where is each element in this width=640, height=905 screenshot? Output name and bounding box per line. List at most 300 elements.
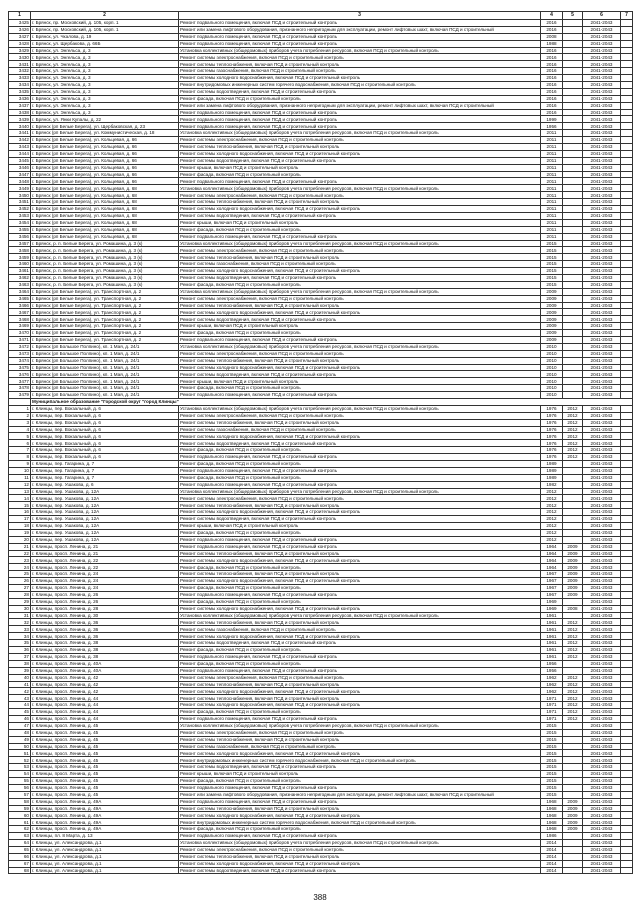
year-cell: 1976 xyxy=(541,426,563,433)
table-row xyxy=(9,647,633,654)
year-cell: 2011 xyxy=(541,144,563,151)
table-row xyxy=(9,268,633,275)
period-cell: 2041-2043 xyxy=(583,378,621,385)
year-overhaul-cell xyxy=(563,75,583,82)
work-type-cell: Ремонт фасада, включая ПСД и строительный контроль xyxy=(179,95,541,102)
table-row xyxy=(9,350,633,357)
period-cell: 2041-2043 xyxy=(583,805,621,812)
note-cell xyxy=(621,150,633,157)
work-type-cell: Ремонт системы холодного водоснабжения, включая ПСД и строительный контроль xyxy=(179,268,541,275)
period-cell: 2041-2043 xyxy=(583,385,621,392)
period-cell: 2041-2043 xyxy=(583,247,621,254)
note-cell xyxy=(621,860,633,867)
row-number: 51 xyxy=(9,750,31,757)
table-row xyxy=(9,819,633,826)
work-type-cell: Ремонт подвального помещения, включая ПСД и строительный контроль xyxy=(179,123,541,130)
address-cell: г. Брянск (рп Белые Берега), ул. Транспортная, д. 2 xyxy=(31,316,179,323)
year-cell: 2011 xyxy=(541,157,563,164)
table-row xyxy=(9,826,633,833)
address-cell: г. Клинцы, просп. Ленина, д. 28 xyxy=(31,605,179,612)
year-cell: 1964 xyxy=(541,550,563,557)
year-overhaul-cell xyxy=(563,502,583,509)
work-type-cell: Ремонт фасада, включая ПСД и строительный контроль xyxy=(179,647,541,654)
year-cell: 1968 xyxy=(541,826,563,833)
period-cell: 2041-2043 xyxy=(583,736,621,743)
period-cell: 2041-2043 xyxy=(583,185,621,192)
work-type-cell: Ремонт системы теплоснабжения, включая ПСД и строительный контроль xyxy=(179,805,541,812)
year-cell: 1982 xyxy=(541,481,563,488)
table-row xyxy=(9,150,633,157)
klintsy-rows xyxy=(9,405,633,874)
year-overhaul-cell xyxy=(563,784,583,791)
note-cell xyxy=(621,26,633,33)
address-cell: г. Брянск (рп Белые Берега), ул. Транспортная, д. 2 xyxy=(31,288,179,295)
period-cell: 2041-2043 xyxy=(583,164,621,171)
year-overhaul-cell xyxy=(563,20,583,27)
row-number: 15 xyxy=(9,502,31,509)
note-cell xyxy=(621,467,633,474)
year-cell: 2010 xyxy=(541,371,563,378)
note-cell xyxy=(621,702,633,709)
table-row xyxy=(9,123,633,130)
address-cell: г. Клинцы, просп. Ленина, д. 22 xyxy=(31,557,179,564)
table-row xyxy=(9,612,633,619)
table-row xyxy=(9,88,633,95)
row-number: 3448 xyxy=(9,178,31,185)
address-cell: г. Клинцы, пер. Вокзальный, д. 6 xyxy=(31,419,179,426)
work-type-cell: Ремонт подвального помещения, включая ПСД и строительный контроль xyxy=(179,653,541,660)
note-cell xyxy=(621,550,633,557)
address-cell: г. Клинцы, пер. Вокзальный, д. 6 xyxy=(31,440,179,447)
note-cell xyxy=(621,674,633,681)
year-overhaul-cell: 2009 xyxy=(563,564,583,571)
year-cell: 1976 xyxy=(541,433,563,440)
period-cell: 2041-2043 xyxy=(583,853,621,860)
year-overhaul-cell: 2012 xyxy=(563,715,583,722)
year-overhaul-cell xyxy=(563,309,583,316)
year-overhaul-cell xyxy=(563,157,583,164)
address-cell: г. Клинцы, просп. Ленина, д. 45 xyxy=(31,791,179,798)
row-number: 3458 xyxy=(9,247,31,254)
year-cell: 2014 xyxy=(541,839,563,846)
work-type-cell: Ремонт крыши, включая ПСД и строительный контроль xyxy=(179,771,541,778)
year-overhaul-cell: 2009 xyxy=(563,812,583,819)
period-cell: 2041-2043 xyxy=(583,833,621,840)
address-cell: г. Клинцы, пер. Вокзальный, д. 6 xyxy=(31,426,179,433)
year-overhaul-cell xyxy=(563,750,583,757)
work-type-cell: Установка коллективных (общедомовых) приборов учета потребления ресурсов, включая ПСД и строительный контроль xyxy=(179,288,541,295)
year-cell: 2015 xyxy=(541,784,563,791)
table-row xyxy=(9,474,633,481)
work-type-cell: Ремонт системы электроснабжения, включая ПСД и строительный контроль xyxy=(179,295,541,302)
period-cell: 2041-2043 xyxy=(583,715,621,722)
note-cell xyxy=(621,323,633,330)
row-number: 3440 xyxy=(9,123,31,130)
work-type-cell: Ремонт фасада, включая ПСД и строительный контроль xyxy=(179,474,541,481)
row-number: 33 xyxy=(9,626,31,633)
table-row xyxy=(9,626,633,633)
row-number: 43 xyxy=(9,695,31,702)
note-cell xyxy=(621,819,633,826)
note-cell xyxy=(621,274,633,281)
table-row xyxy=(9,309,633,316)
year-overhaul-cell xyxy=(563,226,583,233)
table-row xyxy=(9,206,633,213)
note-cell xyxy=(621,750,633,757)
address-cell: г. Клинцы, пер. Вокзальный, д. 6 xyxy=(31,412,179,419)
table-row xyxy=(9,653,633,660)
address-cell: г. Брянск, ул. Щербакова, д. 66Б xyxy=(31,40,179,47)
table-row xyxy=(9,68,633,75)
work-type-cell: Ремонт системы холодного водоснабжения, включая ПСД и строительный контроль xyxy=(179,633,541,640)
note-cell xyxy=(621,109,633,116)
year-overhaul-cell xyxy=(563,323,583,330)
table-row xyxy=(9,330,633,337)
col-header-6: 6 xyxy=(583,12,621,20)
period-cell: 2041-2043 xyxy=(583,812,621,819)
period-cell: 2041-2043 xyxy=(583,647,621,654)
work-type-cell: Ремонт подвального помещения, включая ПСД и строительный контроль xyxy=(179,481,541,488)
work-type-cell: Ремонт подвального помещения, включая ПСД и строительный контроль xyxy=(179,336,541,343)
year-cell: 1971 xyxy=(541,715,563,722)
note-cell xyxy=(621,447,633,454)
work-type-cell: Ремонт системы холодного водоснабжения, включая ПСД и строительный контроль xyxy=(179,578,541,585)
year-overhaul-cell xyxy=(563,247,583,254)
work-type-cell: Ремонт фасада, включая ПСД и строительный контроль xyxy=(179,461,541,468)
work-type-cell: Ремонт системы водоотведения, включая ПСД и строительный контроль xyxy=(179,316,541,323)
year-overhaul-cell xyxy=(563,736,583,743)
address-cell: г. Клинцы, пер. Ушакова, д. 12А xyxy=(31,488,179,495)
work-type-cell: Ремонт системы газоснабжения, включая ПСД и строительный контроль xyxy=(179,426,541,433)
note-cell xyxy=(621,426,633,433)
address-cell: г. Брянск, ул. Энгельса, д. 3 xyxy=(31,109,179,116)
year-overhaul-cell xyxy=(563,757,583,764)
year-overhaul-cell: 2012 xyxy=(563,426,583,433)
period-cell: 2041-2043 xyxy=(583,412,621,419)
table-row xyxy=(9,144,633,151)
year-overhaul-cell xyxy=(563,178,583,185)
note-cell xyxy=(621,529,633,536)
year-overhaul-cell xyxy=(563,212,583,219)
year-cell: 2010 xyxy=(541,364,563,371)
year-cell: 1961 xyxy=(541,619,563,626)
year-overhaul-cell xyxy=(563,771,583,778)
note-cell xyxy=(621,846,633,853)
table-row xyxy=(9,667,633,674)
work-type-cell: Ремонт системы холодного водоснабжения, включая ПСД и строительный контроль xyxy=(179,860,541,867)
year-cell: 1989 xyxy=(541,467,563,474)
table-row xyxy=(9,564,633,571)
period-cell: 2041-2043 xyxy=(583,771,621,778)
row-number: 55 xyxy=(9,777,31,784)
period-cell: 2041-2043 xyxy=(583,212,621,219)
address-cell: г. Брянск (рп Белые Берега), ул. Кольцевая, д. 68 xyxy=(31,185,179,192)
year-cell: 2009 xyxy=(541,330,563,337)
note-cell xyxy=(621,75,633,82)
row-number: 56 xyxy=(9,784,31,791)
address-cell: г. Брянск (рп Белые Берега), ул. Транспортная, д. 2 xyxy=(31,302,179,309)
row-number: 29 xyxy=(9,598,31,605)
work-type-cell: Ремонт фасада, включая ПСД и строительный контроль xyxy=(179,171,541,178)
row-number: 3432 xyxy=(9,68,31,75)
note-cell xyxy=(621,440,633,447)
period-cell: 2041-2043 xyxy=(583,364,621,371)
note-cell xyxy=(621,633,633,640)
year-overhaul-cell: 2012 xyxy=(563,674,583,681)
note-cell xyxy=(621,281,633,288)
row-number: 3436 xyxy=(9,95,31,102)
year-cell: 2015 xyxy=(541,722,563,729)
period-cell: 2041-2043 xyxy=(583,564,621,571)
work-type-cell: Ремонт крыши, включая ПСД и строительный контроль xyxy=(179,378,541,385)
table-row xyxy=(9,709,633,716)
table-row xyxy=(9,502,633,509)
work-type-cell: Ремонт системы водоотведения, включая ПСД и строительный контроль xyxy=(179,440,541,447)
address-cell: г. Брянск (рп Белые Берега), ул. Коммунистическая, д. 18 xyxy=(31,130,179,137)
work-type-cell: Ремонт системы водоотведения, включая ПСД и строительный контроль xyxy=(179,274,541,281)
note-cell xyxy=(621,33,633,40)
table-row xyxy=(9,681,633,688)
address-cell: г. Клинцы, просп. Ленина, д. 42 xyxy=(31,681,179,688)
col-header-4: 4 xyxy=(541,12,563,20)
period-cell: 2041-2043 xyxy=(583,405,621,412)
row-number: 3460 xyxy=(9,261,31,268)
note-cell xyxy=(621,454,633,461)
row-number: 3433 xyxy=(9,75,31,82)
year-cell: 1956 xyxy=(541,123,563,130)
year-cell: 1961 xyxy=(541,633,563,640)
address-cell: г. Брянск, ул. Энгельса, д. 3 xyxy=(31,102,179,109)
period-cell: 2041-2043 xyxy=(583,578,621,585)
year-cell: 2015 xyxy=(541,240,563,247)
note-cell xyxy=(621,357,633,364)
table-row xyxy=(9,40,633,47)
table-row xyxy=(9,846,633,853)
year-overhaul-cell xyxy=(563,371,583,378)
period-cell: 2041-2043 xyxy=(583,529,621,536)
year-overhaul-cell xyxy=(563,378,583,385)
address-cell: г. Брянск (рп Большое Полпино), кп. 1 Мая, д. 24/1 xyxy=(31,392,179,399)
work-type-cell: Ремонт системы электроснабжения, включая ПСД и строительный контроль xyxy=(179,846,541,853)
note-cell xyxy=(621,523,633,530)
address-cell: г. Брянск, ул. Чкалова, д. 19 xyxy=(31,33,179,40)
note-cell xyxy=(621,853,633,860)
period-cell: 2041-2043 xyxy=(583,75,621,82)
work-type-cell: Ремонт системы холодного водоснабжения, включая ПСД и строительный контроль xyxy=(179,150,541,157)
year-cell: 1956 xyxy=(541,667,563,674)
address-cell: г. Клинцы, пер. Гагарина, д. 7 xyxy=(31,467,179,474)
address-cell: г. Клинцы, пер. Вокзальный, д. 6 xyxy=(31,433,179,440)
year-cell: 2009 xyxy=(541,323,563,330)
table-row xyxy=(9,523,633,530)
work-type-cell: Ремонт системы теплоснабжения, включая ПСД и строительный контроль xyxy=(179,550,541,557)
address-cell: г. Брянск (рп Белые Берега), ул. Кольцевая, д. 68 xyxy=(31,212,179,219)
row-number: 34 xyxy=(9,633,31,640)
year-cell: 2015 xyxy=(541,274,563,281)
note-cell xyxy=(621,212,633,219)
period-cell: 2041-2043 xyxy=(583,137,621,144)
address-cell: г. Клинцы, пер. Гагарина, д. 7 xyxy=(31,474,179,481)
table-row xyxy=(9,447,633,454)
year-cell: 2011 xyxy=(541,219,563,226)
note-cell xyxy=(621,385,633,392)
table-row xyxy=(9,357,633,364)
note-cell xyxy=(621,715,633,722)
year-overhaul-cell: 2009 xyxy=(563,819,583,826)
program-table-sheet xyxy=(8,11,632,874)
year-overhaul-cell: 2009 xyxy=(563,543,583,550)
year-cell: 1961 xyxy=(541,626,563,633)
table-row xyxy=(9,660,633,667)
note-cell xyxy=(621,474,633,481)
row-number: 3438 xyxy=(9,109,31,116)
work-type-cell: Ремонт системы холодного водоснабжения, включая ПСД и строительный контроль xyxy=(179,812,541,819)
year-overhaul-cell: 2012 xyxy=(563,447,583,454)
period-cell: 2041-2043 xyxy=(583,302,621,309)
table-row xyxy=(9,157,633,164)
address-cell: г. Клинцы, просп. Ленина, д. 45 xyxy=(31,736,179,743)
table-row xyxy=(9,771,633,778)
year-cell: 1961 xyxy=(541,653,563,660)
address-cell: г. Клинцы, просп. Ленина, д. 24 xyxy=(31,578,179,585)
note-cell xyxy=(621,826,633,833)
year-overhaul-cell xyxy=(563,109,583,116)
address-cell: г. Клинцы, просп. Ленина, д. 44 xyxy=(31,709,179,716)
table-row xyxy=(9,336,633,343)
work-type-cell: Установка коллективных (общедомовых) приборов учета потребления ресурсов, включая ПСД и строительный контроль xyxy=(179,612,541,619)
year-cell: 1967 xyxy=(541,591,563,598)
row-number: 30 xyxy=(9,605,31,612)
period-cell: 2041-2043 xyxy=(583,743,621,750)
year-overhaul-cell xyxy=(563,336,583,343)
table-row xyxy=(9,585,633,592)
table-row xyxy=(9,791,633,798)
note-cell xyxy=(621,653,633,660)
year-cell: 2015 xyxy=(541,736,563,743)
year-overhaul-cell: 2012 xyxy=(563,647,583,654)
period-cell: 2041-2043 xyxy=(583,419,621,426)
row-number: 3446 xyxy=(9,164,31,171)
table-row xyxy=(9,192,633,199)
work-type-cell: Ремонт подвального помещения, включая ПСД и строительный контроль xyxy=(179,233,541,240)
note-cell xyxy=(621,564,633,571)
address-cell: г. Клинцы, пер. Вокзальный, д. 6 xyxy=(31,405,179,412)
year-overhaul-cell xyxy=(563,461,583,468)
period-cell: 2041-2043 xyxy=(583,557,621,564)
address-cell: г. Клинцы, просп. Ленина, д. 38 xyxy=(31,647,179,654)
row-number: 3425 xyxy=(9,20,31,27)
address-cell: г. Клинцы, просп. Ленина, д. 44 xyxy=(31,715,179,722)
work-type-cell: Ремонт подвального помещения, включая ПСД и строительный контроль xyxy=(179,543,541,550)
table-row xyxy=(9,853,633,860)
period-cell: 2041-2043 xyxy=(583,784,621,791)
row-number: 67 xyxy=(9,860,31,867)
address-cell: г. Брянск, р. п. Белые Берега, ул. Ромашина, д. 3 (к) xyxy=(31,240,179,247)
period-cell: 2041-2043 xyxy=(583,102,621,109)
year-overhaul-cell xyxy=(563,88,583,95)
table-row xyxy=(9,674,633,681)
year-overhaul-cell xyxy=(563,598,583,605)
row-number: 3479 xyxy=(9,392,31,399)
row-number: 3459 xyxy=(9,254,31,261)
note-cell xyxy=(621,736,633,743)
table-row xyxy=(9,543,633,550)
work-type-cell: Ремонт системы электроснабжения, включая ПСД и строительный контроль xyxy=(179,192,541,199)
col-header-3: 3 xyxy=(179,12,541,20)
note-cell xyxy=(621,316,633,323)
row-number: 9 xyxy=(9,461,31,468)
work-type-cell: Ремонт подвального помещения, включая ПСД и строительный контроль xyxy=(179,109,541,116)
year-overhaul-cell xyxy=(563,95,583,102)
address-cell: г. Брянск, ул. Энгельса, д. 3 xyxy=(31,54,179,61)
work-type-cell: Ремонт системы электроснабжения, включая ПСД и строительный контроль xyxy=(179,674,541,681)
row-number: 24 xyxy=(9,564,31,571)
year-overhaul-cell xyxy=(563,192,583,199)
row-number: 47 xyxy=(9,722,31,729)
table-row xyxy=(9,743,633,750)
table-row xyxy=(9,295,633,302)
table-row xyxy=(9,281,633,288)
period-cell: 2041-2043 xyxy=(583,640,621,647)
note-cell xyxy=(621,598,633,605)
row-number: 11 xyxy=(9,474,31,481)
year-overhaul-cell xyxy=(563,350,583,357)
row-number: 3435 xyxy=(9,88,31,95)
work-type-cell: Ремонт внутридомовых инженерных систем горячего водоснабжения, включая ПСД и строительный контроль xyxy=(179,819,541,826)
period-cell: 2041-2043 xyxy=(583,178,621,185)
year-overhaul-cell xyxy=(563,164,583,171)
work-type-cell: Ремонт системы теплоснабжения, включая ПСД и строительный контроль xyxy=(179,419,541,426)
row-number: 62 xyxy=(9,826,31,833)
table-row xyxy=(9,364,633,371)
year-cell: 2011 xyxy=(541,164,563,171)
address-cell: г. Брянск, р. п. Белые Берега, ул. Ромашина, д. 3 (к) xyxy=(31,274,179,281)
table-row xyxy=(9,254,633,261)
year-cell: 1962 xyxy=(541,674,563,681)
address-cell: г. Брянск, р. п. Белые Берега, ул. Ромашина, д. 3 (к) xyxy=(31,268,179,275)
note-cell xyxy=(621,812,633,819)
row-number: 65 xyxy=(9,846,31,853)
address-cell: г. Клинцы, просп. Ленина, д. 24 xyxy=(31,585,179,592)
period-cell: 2041-2043 xyxy=(583,826,621,833)
year-overhaul-cell xyxy=(563,47,583,54)
row-number: 20 xyxy=(9,536,31,543)
address-cell: г. Брянск (рп Большое Полпино), кп. 1 Мая, д. 24/1 xyxy=(31,364,179,371)
address-cell: г. Брянск, ул. Энгельса, д. 3 xyxy=(31,75,179,82)
address-cell: г. Клинцы, пер. Гагарина, д. 7 xyxy=(31,461,179,468)
row-number: 3429 xyxy=(9,47,31,54)
note-cell xyxy=(621,123,633,130)
period-cell: 2041-2043 xyxy=(583,40,621,47)
year-overhaul-cell xyxy=(563,509,583,516)
address-cell: г. Клинцы, просп. Ленина, д. 49А xyxy=(31,805,179,812)
note-cell xyxy=(621,695,633,702)
year-overhaul-cell xyxy=(563,860,583,867)
period-cell: 2041-2043 xyxy=(583,295,621,302)
year-cell: 1967 xyxy=(541,585,563,592)
period-cell: 2041-2043 xyxy=(583,860,621,867)
year-overhaul-cell xyxy=(563,288,583,295)
year-cell: 2016 xyxy=(541,54,563,61)
year-cell: 2016 xyxy=(541,68,563,75)
year-overhaul-cell: 2009 xyxy=(563,585,583,592)
year-cell: 2015 xyxy=(541,281,563,288)
work-type-cell: Ремонт подвального помещения, включая ПСД и строительный контроль xyxy=(179,392,541,399)
work-type-cell: Ремонт фасада, включая ПСД и строительный контроль xyxy=(179,777,541,784)
year-overhaul-cell xyxy=(563,240,583,247)
year-cell: 2010 xyxy=(541,392,563,399)
table-row xyxy=(9,702,633,709)
